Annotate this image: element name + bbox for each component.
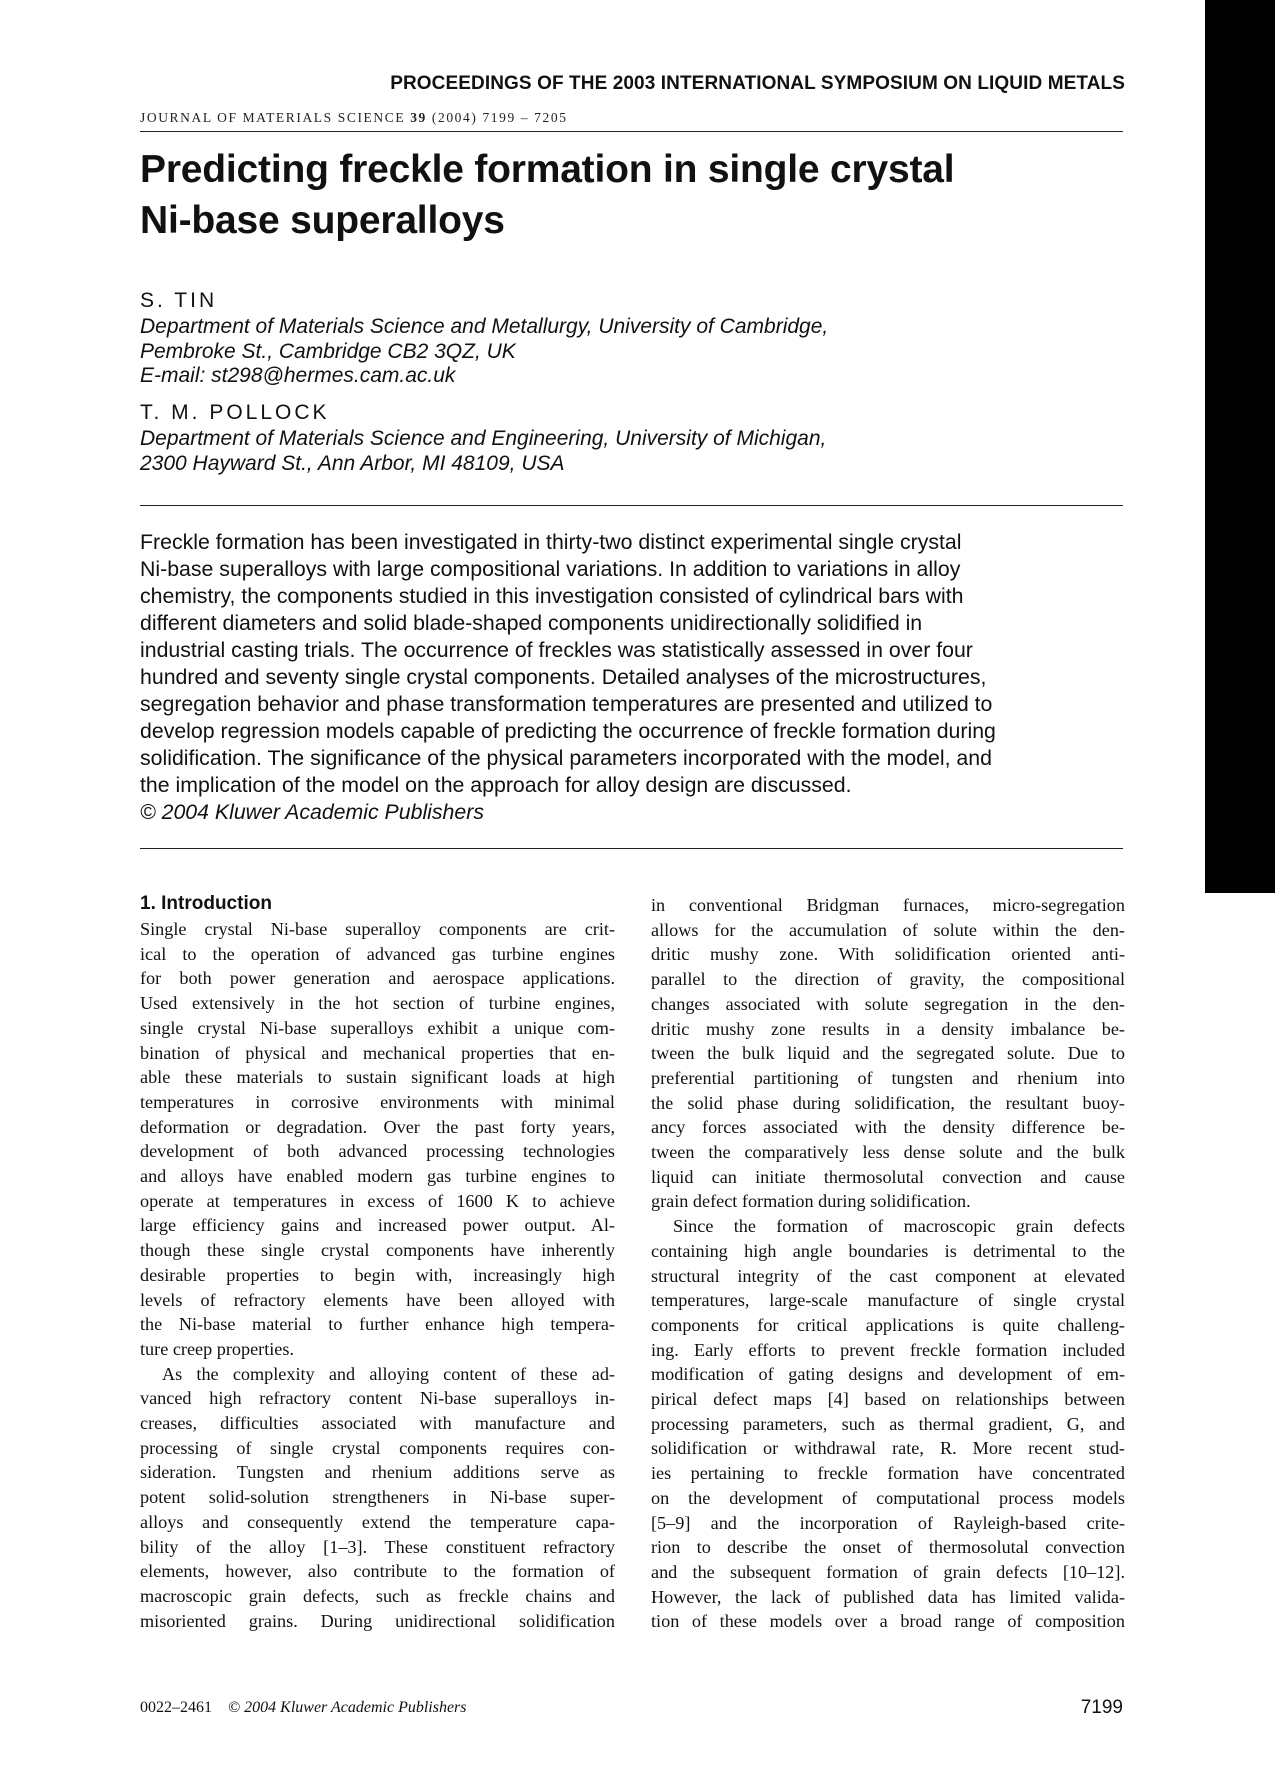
body-line: rion to describe the onset of thermosolutal convection xyxy=(651,1537,1125,1558)
body-line: solidification or withdrawal rate, R. More recent stud- xyxy=(651,1438,1125,1459)
body-line: However, the lack of published data has limited valida- xyxy=(651,1586,1125,1607)
issn: 0022–2461 xyxy=(140,1699,212,1716)
footer-copyright: © 2004 Kluwer Academic Publishers xyxy=(228,1699,467,1716)
body-line: tween the bulk liquid and the segregated solute. Due to xyxy=(651,1043,1125,1064)
paper-title xyxy=(140,144,1040,246)
body-line: Used extensively in the hot section of turbine engines, xyxy=(140,993,615,1014)
left-column xyxy=(140,893,615,1633)
body-line: for both power generation and aerospace applications. xyxy=(140,968,615,989)
body-line: processing of single crystal components requires con- xyxy=(140,1437,615,1458)
body-line: grain defect formation during solidification. xyxy=(651,1191,971,1212)
body-line: ies pertaining to freckle formation have concentrated xyxy=(651,1463,1125,1484)
body-line: Since the formation of macroscopic grain defects xyxy=(673,1216,1125,1237)
affiliation-line: 2300 Hayward St., Ann Arbor, MI 48109, USA xyxy=(140,451,565,475)
affiliation-line: Department of Materials Science and Metallurgy, University of Cambridge, xyxy=(140,315,829,338)
body-line: deformation or degradation. Over the past forty years, xyxy=(140,1116,615,1137)
body-line: in conventional Bridgman furnaces, micro-segregation xyxy=(651,895,1125,915)
body-line: and alloys have enabled modern gas turbine engines to xyxy=(140,1166,615,1187)
abstract-line: industrial casting trials. The occurrence of freckles was statistically assessed in over four xyxy=(140,638,973,662)
body-line: though these single crystal components have inherently xyxy=(140,1240,615,1261)
body-line: sideration. Tungsten and rhenium additions serve as xyxy=(140,1462,615,1483)
body-line: tween the comparatively less dense solute and the bulk xyxy=(651,1142,1125,1163)
body-line: tion of these models over a broad range of composition xyxy=(651,1611,1125,1632)
body-line: allows for the accumulation of solute within the den- xyxy=(651,919,1125,940)
body-line: temperatures, large-scale manufacture of single crystal xyxy=(651,1290,1125,1311)
body-line: vanced high refractory content Ni-base superalloys in- xyxy=(140,1388,615,1409)
body-line: bination of physical and mechanical properties that en- xyxy=(140,1042,615,1063)
body-line: processing parameters, such as thermal gradient, G, and xyxy=(651,1413,1125,1434)
title-line: Predicting freckle formation in single crystal xyxy=(140,148,955,191)
body-line: ing. Early efforts to prevent freckle formation included xyxy=(651,1339,1125,1360)
body-line: elements, however, also contribute to the formation of xyxy=(140,1561,615,1582)
abstract xyxy=(140,529,1130,826)
body-line: ture creep properties. xyxy=(140,1338,295,1359)
author-email[interactable]: E-mail: st298@hermes.cam.ac.uk xyxy=(140,364,456,387)
body-line: temperatures in corrosive environments with minimal xyxy=(140,1091,615,1112)
body-line: development of both advanced processing technologies xyxy=(140,1141,615,1162)
abstract-line: chemistry, the components studied in this investigation consisted of cylindrical bars with xyxy=(140,584,964,608)
body-line: bility of the alloy [1–3]. These constituent refractory xyxy=(140,1536,615,1557)
body-line: [5–9] and the incorporation of Rayleigh-based crite- xyxy=(651,1512,1125,1533)
body-line: Single crystal Ni-base superalloy components are crit- xyxy=(140,919,615,939)
affiliation-line: Department of Materials Science and Engineering, University of Michigan, xyxy=(140,427,827,450)
body-line: potent solid-solution strengtheners in Ni-base super- xyxy=(140,1487,615,1508)
body-line: the Ni-base material to further enhance high tempera- xyxy=(140,1314,615,1335)
abstract-line: the implication of the model on the approach for alloy design are discussed. xyxy=(140,773,852,797)
body-line: components for critical applications is quite challeng- xyxy=(651,1314,1125,1335)
body-line: As the complexity and alloying content of these ad- xyxy=(162,1363,615,1384)
journal-volume: 39 xyxy=(410,110,427,125)
body-line: desirable properties to begin with, increasingly high xyxy=(140,1264,615,1285)
body-line: preferential partitioning of tungsten and rhenium into xyxy=(651,1067,1125,1088)
body-line: levels of refractory elements have been alloyed with xyxy=(140,1289,615,1310)
section-heading: 1. Introduction xyxy=(140,893,272,914)
title-line: Ni-base superalloys xyxy=(140,199,505,242)
body-line: and the subsequent formation of grain defects [10–12]. xyxy=(651,1561,1125,1582)
body-line: structural integrity of the cast component at elevated xyxy=(651,1265,1125,1286)
body-line: containing high angle boundaries is detrimental to the xyxy=(651,1240,1125,1261)
abstract-line: Freckle formation has been investigated in thirty-two distinct experimental single crystal xyxy=(140,530,962,554)
page-number: 7199 xyxy=(1080,1697,1123,1718)
proceedings-header: PROCEEDINGS OF THE 2003 INTERNATIONAL SYMPOSIUM ON LIQUID METALS xyxy=(390,73,1125,94)
body-line: able these materials to sustain significant loads at high xyxy=(140,1067,615,1088)
abstract-copyright: © 2004 Kluwer Academic Publishers xyxy=(140,800,484,824)
body-line: pirical defect maps [4] based on relationships between xyxy=(651,1389,1125,1410)
body-line: on the development of computational process models xyxy=(651,1487,1125,1508)
body-line: ancy forces associated with the density difference be- xyxy=(651,1117,1125,1138)
body-line: the solid phase during solidification, the resultant buoy- xyxy=(651,1092,1125,1113)
header-rule xyxy=(140,131,1123,132)
body-line: dritic mushy zone results in a density imbalance be- xyxy=(651,1018,1125,1039)
abstract-rule-top xyxy=(140,505,1123,506)
body-line: large efficiency gains and increased power output. Al- xyxy=(140,1215,615,1236)
abstract-line: develop regression models capable of predicting the occurrence of freckle formation during xyxy=(140,719,996,743)
body-line: alloys and consequently extend the temperature capa- xyxy=(140,1511,615,1532)
right-column xyxy=(651,893,1125,1634)
body-line: operate at temperatures in excess of 1600 K to achieve xyxy=(140,1190,615,1211)
abstract-line: solidification. The significance of the physical parameters incorporated with the model, and xyxy=(140,746,992,770)
journal-year-pages: (2004) 7199 – 7205 xyxy=(431,110,568,125)
abstract-rule-bottom xyxy=(140,848,1123,849)
body-line: misoriented grains. During unidirectional solidification xyxy=(140,1610,615,1631)
body-line: macroscopic grain defects, such as freckle chains and xyxy=(140,1585,615,1606)
author-name: S. TIN xyxy=(140,289,218,312)
body-line: modification of gating designs and development of em- xyxy=(651,1364,1125,1385)
body-line: ical to the operation of advanced gas turbine engines xyxy=(140,943,615,964)
author-affiliation xyxy=(140,315,828,389)
affiliation-line: Pembroke St., Cambridge CB2 3QZ, UK xyxy=(140,339,516,363)
body-line: changes associated with solute segregation in the den- xyxy=(651,993,1125,1014)
journal-citation xyxy=(140,110,568,126)
body-line: creases, difficulties associated with manufacture and xyxy=(140,1413,615,1434)
author-name: T. M. POLLOCK xyxy=(140,401,330,424)
body-line: dritic mushy zone. With solidification oriented anti- xyxy=(651,944,1125,965)
footer-left xyxy=(140,1699,467,1717)
abstract-line: segregation behavior and phase transformation temperatures are presented and utilized to xyxy=(140,692,993,716)
journal-name: JOURNAL OF MATERIALS SCIENCE xyxy=(140,110,406,125)
abstract-line: Ni-base superalloys with large compositional variations. In addition to variations in alloy xyxy=(140,557,961,581)
author-affiliation xyxy=(140,427,826,476)
abstract-line: different diameters and solid blade-shaped components unidirectionally solidified in xyxy=(140,611,923,635)
body-line: parallel to the direction of gravity, the compositional xyxy=(651,969,1125,990)
abstract-line: hundred and seventy single crystal components. Detailed analyses of the microstructures, xyxy=(140,665,987,689)
body-line: single crystal Ni-base superalloys exhibit a unique com- xyxy=(140,1017,615,1038)
body-line: liquid can initiate thermosolutal convection and cause xyxy=(651,1166,1125,1187)
page-edge-tab xyxy=(1205,0,1275,893)
